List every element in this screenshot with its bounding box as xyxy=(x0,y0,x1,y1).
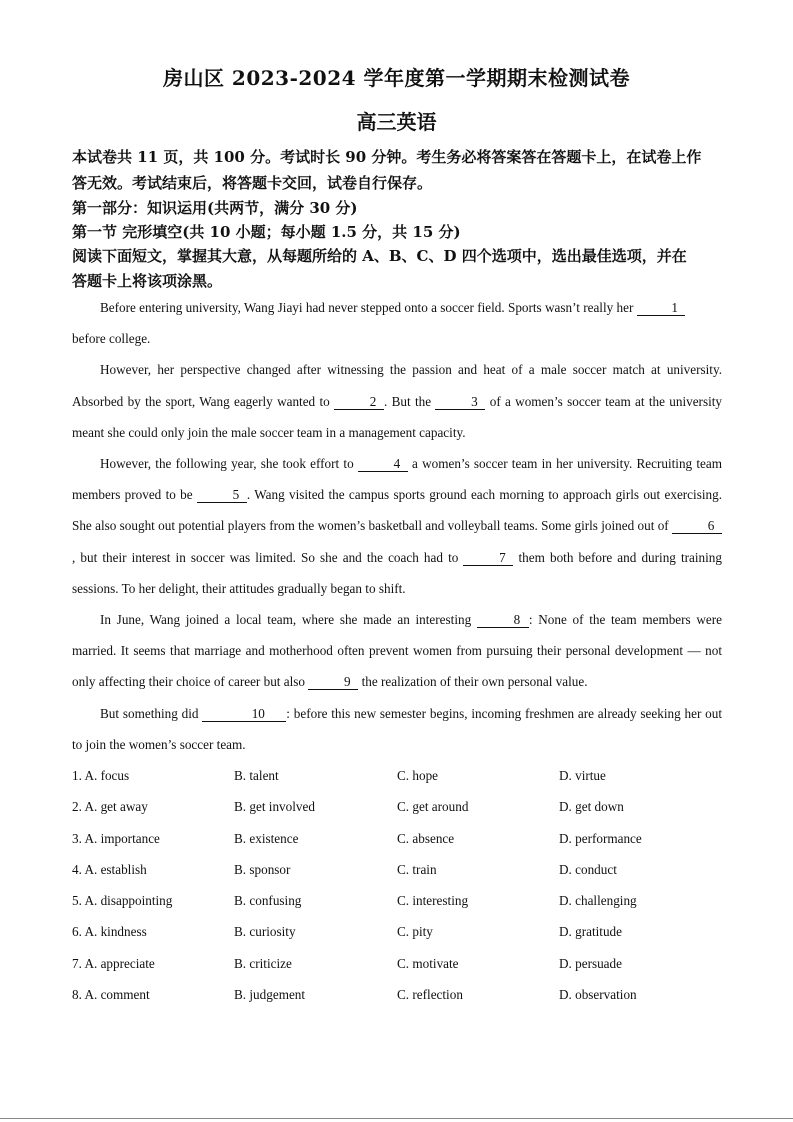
paragraph-1: Before entering university, Wang Jiayi had never stepped onto a soccer field. Sports wasn’t really her 1 before college. xyxy=(72,292,722,354)
option-3-a: 3. A. importance xyxy=(72,830,160,846)
option-2-c: C. get around xyxy=(397,799,469,815)
option-row-2 xyxy=(72,791,722,822)
option-row-8 xyxy=(72,979,722,1010)
directions-line-2: 答题卡上将该项涂黑。 xyxy=(72,272,223,290)
paragraph-4: In June, Wang joined a local team, where she made an interesting 8 : None of the team members were married. It seems that marriage and motherhood often prevent women from pursuing their personal development — not only affecting their choice of career but also 9 the realization of their own personal value. xyxy=(72,612,723,690)
option-6-a: 6. A. kindness xyxy=(72,924,147,940)
blank-9: 9 xyxy=(308,674,358,690)
blank-1: 1 xyxy=(637,300,685,316)
option-7-d: D. persuade xyxy=(559,955,622,971)
blank-5: 5 xyxy=(197,487,247,503)
option-4-b: B. sponsor xyxy=(234,861,291,877)
option-5-d: D. challenging xyxy=(559,893,637,909)
option-2-b: B. get involved xyxy=(234,799,315,815)
option-6-b: B. curiosity xyxy=(234,924,296,940)
option-row-4 xyxy=(72,854,722,885)
option-row-3 xyxy=(72,823,722,854)
blank-4: 4 xyxy=(358,456,408,472)
section-heading: 第一节 完形填空(共 10 小题；每小题 1.5 分，共 15 分) xyxy=(72,223,461,241)
option-7-c: C. motivate xyxy=(397,955,459,971)
option-3-c: C. absence xyxy=(397,830,455,846)
paragraph-2: However, her perspective changed after witnessing the passion and heat of a male soccer match at university. Absorbed by the sport, Wang eagerly wanted to 2 . But the 3 of a women’s soccer team at the university meant she could only join the male soccer team in a management capacity. xyxy=(72,362,722,440)
option-2-a: 2. A. get away xyxy=(72,799,148,815)
part-heading: 第一部分：知识运用(共两节，满分 30 分) xyxy=(72,199,358,217)
option-row-6 xyxy=(72,916,722,947)
blank-3: 3 xyxy=(435,394,485,410)
option-5-a: 5. A. disappointing xyxy=(72,893,173,909)
paragraph-3: However, the following year, she took effort to 4 a women’s soccer team in her university. Recruiting team members proved to be 5 . Wang visited the campus sports ground each morning to approach girls out exercising. She also sought out potential players from the women’s basketball and volleyball teams. Some girls joined out of 6, but their interest in soccer was limited. So she and the coach had to 7 them both before and during training sessions. To her delight, their attitudes gradually began to shift. xyxy=(72,456,722,596)
exam-title: 房山区 2023-2024 学年度第一学期期末检测试卷 xyxy=(162,66,631,90)
option-5-c: C. interesting xyxy=(397,893,469,909)
instructions-line-1: 本试卷共 11 页，共 100 分。考试时长 90 分钟。考生务必将答案答在答题卡上，在试卷上作 xyxy=(72,148,702,166)
passage xyxy=(72,292,722,760)
option-2-d: D. get down xyxy=(559,799,624,815)
option-3-b: B. existence xyxy=(234,830,299,846)
option-8-a: 8. A. comment xyxy=(72,987,150,1003)
option-1-b: B. talent xyxy=(234,768,279,783)
option-8-d: D. observation xyxy=(559,987,637,1003)
option-row-7 xyxy=(72,948,722,979)
option-4-c: C. train xyxy=(397,861,437,877)
blank-7: 7 xyxy=(463,550,513,566)
blank-2: 2 xyxy=(334,394,384,410)
blank-8: 8 xyxy=(477,612,529,628)
option-6-c: C. pity xyxy=(397,924,433,940)
subject-title: 高三英语 xyxy=(356,110,437,134)
option-5-b: B. confusing xyxy=(234,893,302,909)
option-4-d: D. conduct xyxy=(559,861,617,877)
instructions-line-2: 答无效。考试结束后，将答题卡交回，试卷自行保存。 xyxy=(72,174,433,192)
page-bottom-rule xyxy=(0,1118,793,1119)
option-3-d: D. performance xyxy=(559,830,642,846)
option-1-c: C. hope xyxy=(397,768,439,783)
blank-6: 6 xyxy=(672,518,722,534)
option-7-b: B. criticize xyxy=(234,955,292,971)
option-row-5 xyxy=(72,885,722,916)
options-list xyxy=(72,760,722,1010)
option-4-a: 4. A. establish xyxy=(72,861,147,877)
option-1-a: 1. A. focus xyxy=(72,768,130,783)
directions-line-1: 阅读下面短文，掌握其大意，从每题所给的 A、B、C、D 四个选项中，选出最佳选项，并在 xyxy=(72,247,687,265)
option-8-b: B. judgement xyxy=(234,987,306,1003)
option-1-d: D. virtue xyxy=(559,768,606,783)
paragraph-5: But something did 10 : before this new semester begins, incoming freshmen are already seeking her out to join the women’s soccer team. xyxy=(72,705,723,752)
option-7-a: 7. A. appreciate xyxy=(72,955,155,971)
option-row-1 xyxy=(72,760,722,791)
option-6-d: D. gratitude xyxy=(559,924,622,940)
blank-10: 10 xyxy=(202,706,286,722)
option-8-c: C. reflection xyxy=(397,987,463,1003)
